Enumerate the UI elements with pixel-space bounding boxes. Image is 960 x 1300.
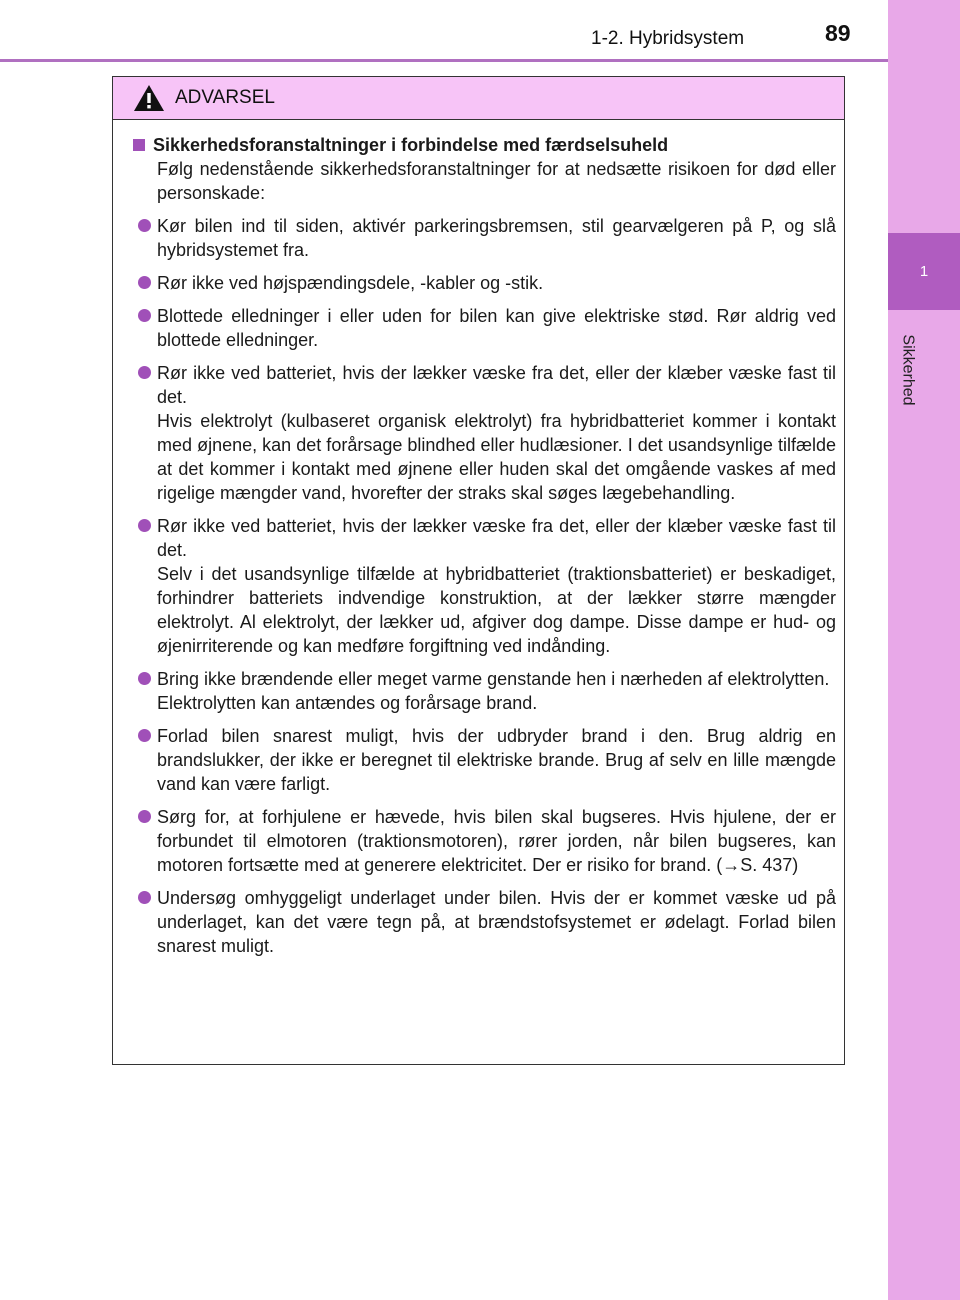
list-item-text: Selv i det usandsynlige tilfælde at hybridbatteriet (traktionsbatteriet) er beskadiget, forhindrer batteriets indvendige konstruktion, at der lækker større mængder elektrolyt. Al elektrolyt, der lækker ud, afgiver dog dampe. Disse dampe er hud- og øjenirriterende og kan medføre forgiftning ved indånding. (157, 564, 836, 656)
side-tab-strip (888, 0, 960, 1300)
warning-label: ADVARSEL (175, 87, 275, 108)
list-item-text: Sørg for, at forhjulene er hævede, hvis bilen skal bugseres. Hvis hjulene, der er forbundet til elmotoren (traktionsmotoren), rører jorden, når bilen bugseres, kan motoren fortsætte med at generere elektricitet. Der er risiko for brand. (→S. 437) (157, 807, 836, 875)
chapter-tab (888, 233, 960, 310)
list-item (133, 724, 836, 796)
list-item-text: Rør ikke ved batteriet, hvis der lækker væske fra det, eller der klæber væske fast til det. (157, 363, 836, 407)
square-bullet-icon (133, 139, 145, 151)
list-item-text: Kør bilen ind til siden, aktivér parkeringsbremsen, stil gearvælgeren på P, og slå hybridsystemet fra. (157, 216, 836, 260)
chapter-label: Sikkerhed (900, 334, 917, 406)
list-item-text: Undersøg omhyggeligt underlaget under bilen. Hvis der er kommet væske ud på underlaget, kan det være tegn på, at brændstofsystemet er ødelagt. Forlad bilen snarest muligt. (157, 888, 836, 956)
warning-body (113, 120, 844, 958)
bullet-dot-icon (138, 276, 151, 289)
list-item-text: Elektrolytten kan antændes og forårsage brand. (157, 693, 538, 713)
warning-triangle-icon (133, 84, 165, 112)
bullet-dot-icon (138, 519, 151, 532)
list-item (133, 304, 836, 352)
section-title-text: Sikkerhedsforanstaltninger i forbindelse med færdselsuheld (153, 135, 669, 155)
chapter-label-wrap (893, 325, 923, 415)
bullet-dot-icon (138, 309, 151, 322)
bullet-dot-icon (138, 729, 151, 742)
chapter-number: 1 (919, 263, 929, 280)
section-header: 1-2. Hybridsystem (591, 28, 745, 49)
list-item (133, 667, 836, 715)
list-item-text: Blottede elledninger i eller uden for bilen kan give elektriske stød. Rør aldrig ved blottede elledninger. (157, 306, 836, 350)
bullet-dot-icon (138, 891, 151, 904)
bullet-dot-icon (138, 810, 151, 823)
intro-text: Følg nedenstående sikkerhedsforanstaltninger for at nedsætte risikoen for død eller personskade: (157, 159, 836, 203)
list-item-text: Rør ikke ved højspændingsdele, -kabler og -stik. (157, 273, 544, 293)
list-item (133, 214, 836, 262)
bullet-dot-icon (138, 672, 151, 685)
list-item-text: Rør ikke ved batteriet, hvis der lækker væske fra det, eller der klæber væske fast til det. (157, 516, 836, 560)
list-item-text: Bring ikke brændende eller meget varme genstande hen i nærheden af elektrolytten. (157, 669, 830, 689)
list-item (133, 361, 836, 505)
warning-list (133, 214, 836, 958)
list-item (133, 514, 836, 658)
list-item-text: Forlad bilen snarest muligt, hvis der udbryder brand i den. Brug aldrig en brandslukker, der ikke er beregnet til elektriske brande. Brug af selv en lille mængde vand kan være farligt. (157, 726, 836, 794)
warning-header (113, 77, 844, 120)
list-item-text: Hvis elektrolyt (kulbaseret organisk elektrolyt) fra hybridbatteriet kommer i kontakt med øjnene, kan det forårsage blindhed eller hudlæsioner. I det usandsynlige tilfælde at det kommer i kontakt med øjnene eller huden skal det omgående vaskes af med rigelige mængder vand, hvorefter der straks skal søges lægebehandling. (157, 411, 836, 503)
page-number: 89 (825, 20, 851, 46)
bullet-dot-icon (138, 219, 151, 232)
list-item (133, 271, 836, 295)
section-title (133, 133, 836, 157)
warning-box (112, 76, 845, 1065)
header-divider (0, 59, 888, 62)
list-item (133, 886, 836, 958)
bullet-dot-icon (138, 366, 151, 379)
list-item (133, 805, 836, 877)
